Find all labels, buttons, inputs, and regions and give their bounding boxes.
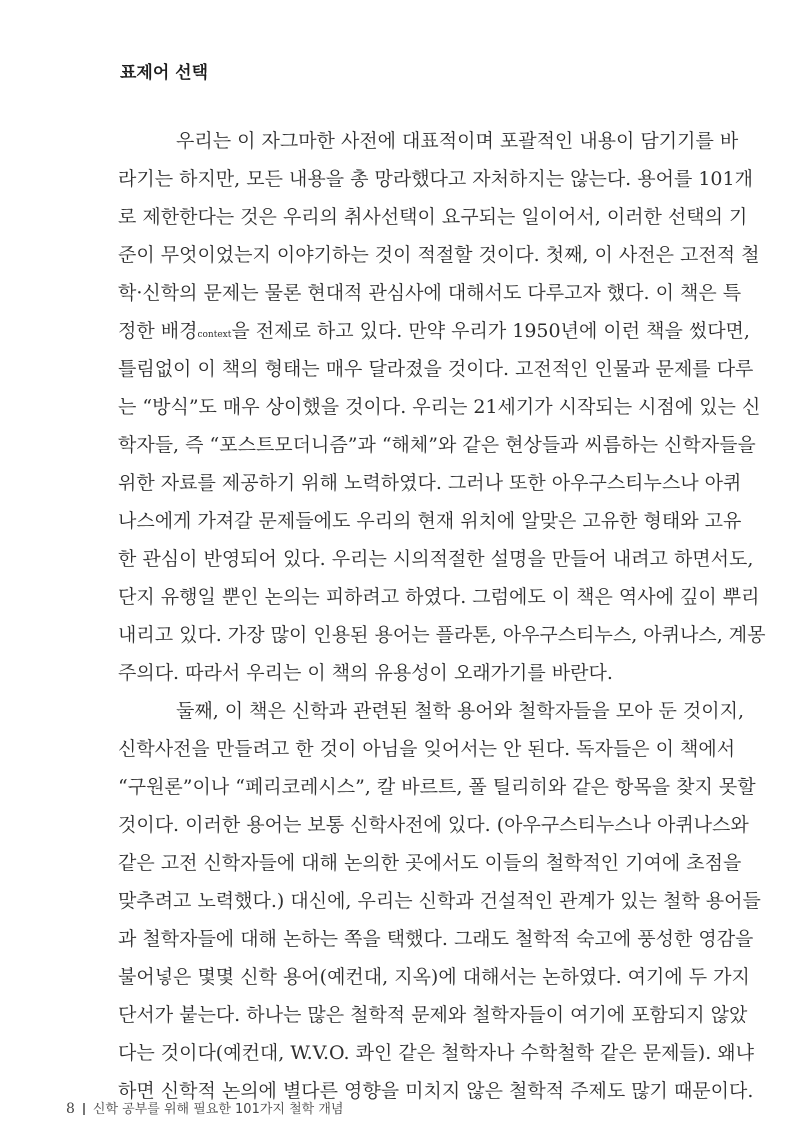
text-line: 학·신학의 문제는 물론 현대적 관심사에 대해서도 다루고자 했다. 이 책은 특 — [118, 282, 742, 304]
text-line: 불어넣은 몇몇 신학 용어(예컨대, 지옥)에 대해서는 논하였다. 여기에 두 가지 — [118, 966, 750, 988]
text-line: 내리고 있다. 가장 많이 인용된 용어는 플라톤, 아우구스티누스, 아퀴나스, 계몽 — [118, 624, 766, 646]
text-line: 우리는 이 자그마한 사전에 대표적이며 포괄적인 내용이 담기기를 바 — [176, 130, 739, 152]
page-number: 8 — [66, 1101, 75, 1117]
text-line: 둘째, 이 책은 신학과 관련된 철학 용어와 철학자들을 모아 둔 것이지, — [176, 700, 745, 722]
text-line: 한 관심이 반영되어 있다. 우리는 시의적절한 설명을 만들어 내려고 하면서도, — [118, 548, 754, 570]
body-text — [60, 122, 766, 1110]
text-line: 과 철학자들에 대해 논하는 쪽을 택했다. 그래도 철학적 숙고에 풍성한 영감을 — [118, 928, 754, 950]
text-line: 는 “방식”도 매우 상이했을 것이다. 우리는 21세기가 시작되는 시점에 있는 신 — [118, 396, 761, 418]
text-line: 신학사전을 만들려고 한 것이 아님을 잊어서는 안 된다. 독자들은 이 책에서 — [118, 738, 736, 760]
text-line: 하면 신학적 논의에 별다른 영향을 미치지 않은 철학적 주제도 많기 때문이다. — [118, 1080, 754, 1102]
footer-separator — [83, 1103, 85, 1115]
text-fragment: 정한 배경 — [118, 320, 198, 342]
paragraph-1 — [60, 122, 766, 692]
section-heading: 표제어 선택 — [120, 63, 209, 83]
text-line: 맞추려고 노력했다.) 대신에, 우리는 신학과 건설적인 관계가 있는 철학 용어들 — [118, 890, 761, 912]
text-line: 다는 것이다(예컨대, W.V.O. 콰인 같은 철학자나 수학철학 같은 문제들). 왜냐 — [118, 1042, 755, 1064]
text-line-with-context — [60, 312, 750, 350]
context-annotation: context — [197, 330, 232, 340]
text-fragment: 을 전제로 하고 있다. 만약 우리가 1950년에 이런 책을 썼다면, — [231, 320, 750, 342]
text-line: 주의다. 따라서 우리는 이 책의 유용성이 오래가기를 바란다. — [118, 662, 613, 684]
text-line: 것이다. 이러한 용어는 보통 신학사전에 있다. (아우구스티누스나 아퀴나스와 — [118, 814, 749, 836]
page-footer — [66, 1098, 343, 1117]
text-line: 같은 고전 신학자들에 대해 논의한 곳에서도 이들의 철학적인 기여에 초점을 — [118, 852, 742, 874]
text-line: 단서가 붙는다. 하나는 많은 철학적 문제와 철학자들이 여기에 포함되지 않았 — [118, 1004, 748, 1026]
text-line: 라기는 하지만, 모든 내용을 총 망라했다고 자처하지는 않는다. 용어를 101개 — [118, 168, 753, 190]
text-line: 로 제한한다는 것은 우리의 취사선택이 요구되는 일이어서, 이러한 선택의 기 — [118, 206, 748, 228]
text-line: 나스에게 가져갈 문제들에도 우리의 현재 위치에 알맞은 고유한 형태와 고유 — [118, 510, 742, 532]
text-line: 준이 무엇이었는지 이야기하는 것이 적절할 것이다. 첫째, 이 사전은 고전적 철 — [118, 244, 760, 266]
book-title: 신학 공부를 위해 필요한 101가지 철학 개념 — [92, 1102, 344, 1117]
text-line: “구원론”이나 “페리코레시스”, 칼 바르트, 폴 틸리히와 같은 항목을 찾지 못할 — [118, 776, 756, 798]
text-line: 학자들, 즉 “포스트모더니즘”과 “해체”와 같은 현상들과 씨름하는 신학자들을 — [118, 434, 756, 456]
text-line: 틀림없이 이 책의 형태는 매우 달라졌을 것이다. 고전적인 인물과 문제를 다루 — [118, 358, 754, 380]
text-line: 위한 자료를 제공하기 위해 노력하였다. 그러나 또한 아우구스티누스나 아퀴 — [118, 472, 742, 494]
paragraph-2 — [60, 692, 761, 1110]
text-line: 단지 유행일 뿐인 논의는 피하려고 하였다. 그럼에도 이 책은 역사에 깊이 뿌리 — [118, 586, 760, 608]
